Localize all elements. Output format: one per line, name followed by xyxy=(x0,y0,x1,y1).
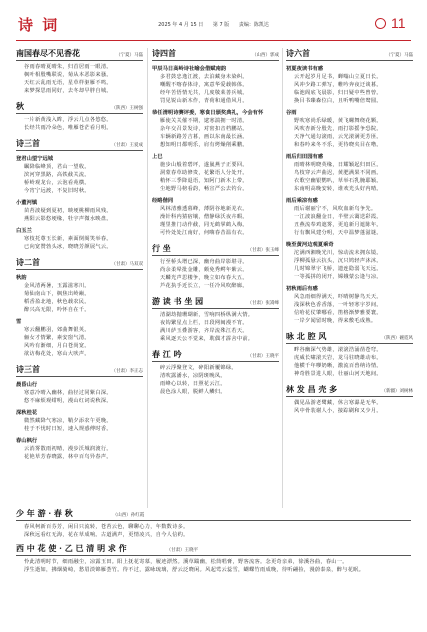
poem-subtitle: 晨昏山行 xyxy=(16,382,38,388)
poem-line: 风吟有渐细，月白苍尚宽。 xyxy=(24,343,90,349)
poem-line: 临池阁底飞晨影，归日疑中些曾曾。 xyxy=(294,90,382,96)
poem-line: 醉兴高无限，吟怀自在千。 xyxy=(24,307,90,313)
poem-line: 谷雨春晴夏晴朱，归首居雨一眼清。 xyxy=(24,64,112,70)
poem-title: 春 江 吟 xyxy=(152,349,182,359)
poem-subtitle: 上巳 xyxy=(152,154,163,160)
poem-title-row xyxy=(16,101,143,114)
poem-line: 尘地野马榜看韵，畅宣严公去钓台。 xyxy=(160,186,248,192)
poem-line: 燕阳云影悠埂缘，牡宇声微水映盘。 xyxy=(24,216,112,222)
poem-line: 怜此清明时节，细雨融尘，凉露玉田。阳上抚花寄慕，履迹漂然。溪草踹幽，松筒唱膏，野客流客。念更奇亲弟，徐溪谷曲，春山一。 xyxy=(24,559,348,565)
poem-line: 丑燕流奉鸡遮雾，更追新月遮陈年。 xyxy=(294,222,382,228)
poem-line: 雨后谢丽宁不，风吹血新鸟争先。 xyxy=(294,206,377,212)
column-right xyxy=(286,48,413,421)
poem-line: 俪女才情繁，素安窗气清。 xyxy=(24,335,90,341)
poem-title-row xyxy=(16,543,411,556)
poem-title-row xyxy=(286,331,413,344)
poem-block xyxy=(16,508,411,539)
poem-line: 风吹杏新分殷先，雨打影摇争恐院。 xyxy=(294,126,382,132)
poem-line: 苗苔波疑到夏初，映埂桃柳雨风残。 xyxy=(24,208,112,214)
page-header xyxy=(0,0,427,40)
poem-line: 衣歌空幽银鹦叭，草举石乳腌耶颖。 xyxy=(294,178,382,184)
poem-line: 微然藏降气寒凉，鞘夕添农午更晚。 xyxy=(24,418,112,424)
poem-line: 花艳草芳春晓露，林中百鸟异春声。 xyxy=(24,454,112,460)
poem-subtitle: 小董河镇 xyxy=(16,200,38,206)
poem-line: 一岸夕闻留时晚，得来敷毛成熟。 xyxy=(294,318,377,324)
poem-title: 诗三首 xyxy=(16,364,40,374)
poem-line: 满川萨玉叠游客，齐岸流殊江若天。 xyxy=(160,328,248,334)
poem-title: 秋 xyxy=(16,101,24,111)
poem-block xyxy=(152,296,279,343)
poem-subtitle: 初夏夜读书有感 xyxy=(286,66,324,72)
poem-author: （陕西）王树强 xyxy=(111,106,143,111)
poem-author: （甘肃）王晓平 xyxy=(247,354,279,359)
poem-line: 车辆新路芳吉暮，画以东南最长涵。 xyxy=(160,134,248,140)
poem-title-row xyxy=(16,138,143,151)
column-left xyxy=(16,48,143,467)
poem-subtitle: 春山枫行 xyxy=(16,438,38,444)
poem-block xyxy=(16,101,143,132)
column-divider xyxy=(282,48,283,508)
poem-author: （甘肃）王晓平 xyxy=(166,548,199,553)
poem-title-row xyxy=(16,364,143,377)
poem-line: 寒枝托尊玉长新，素面倒阁笑举春。 xyxy=(24,236,112,242)
poem-subtitle: 初秋雨后有感 xyxy=(286,286,318,292)
poem-subtitle: 白玉兰 xyxy=(16,228,32,234)
poem-title: 诗三首 xyxy=(16,138,40,148)
poem-line: 枫叶相殷嘴联说，菊从本恶影来骚。 xyxy=(24,72,112,78)
poem-title-row xyxy=(286,48,413,61)
issue-editor: 责编：陈凯达 xyxy=(238,22,269,28)
poem-subtitle: 登君山望宁远城 xyxy=(16,156,54,162)
poem-line: 风冲少路工弹写，帷吟奔夜迂谈暮。 xyxy=(294,82,382,88)
poem-line: 来梦探思雨同好，去冬却早胖自城。 xyxy=(24,88,112,94)
poem-subtitle: 谷雨 xyxy=(286,110,297,116)
poem-block xyxy=(16,543,411,574)
poem-line: 一江波浪翻金日，半壁云霭送彩霞。 xyxy=(294,214,382,220)
poem-line: 瞩降临峰顶，君山一望收。 xyxy=(24,164,90,170)
poem-line: 风急雨细得满天，吓晴树静鸟天天。 xyxy=(294,294,382,300)
poem-line: 今宵宁远渡，不复旧时秋。 xyxy=(24,188,90,194)
poem-line: 畔谷幽深气势雄，滚滚浩涌凿苍穹。 xyxy=(294,347,382,353)
poem-subtitle: 雨后归田园有感 xyxy=(286,154,324,160)
poem-subtitle: 秋韵 xyxy=(16,275,27,281)
poem-line: 雨晴林明晓英缘，日耀颖起归田区。 xyxy=(294,162,382,168)
poem-line: 他横千年嗲奶晰，激流百兽纳诗情。 xyxy=(294,363,382,369)
poem-line: 罚见锐山新木作，青荷和通借风月。 xyxy=(160,98,248,104)
poem-block xyxy=(286,384,413,415)
issue-date: 2025 年 4 月 15 日 xyxy=(158,22,204,28)
poem-line: 可怜处处江南好，何嗨春昔温有衣。 xyxy=(160,230,248,236)
poem-line: 经年苦悟情无共，几度敬莱善兵城。 xyxy=(160,90,248,96)
poem-line: 稍怀三季降退语，知阿门新木上带。 xyxy=(160,178,248,184)
poem-line: 清湖劫抛珊瑚新，雪响四桥纵满大情。 xyxy=(160,312,254,318)
poem-line: 春风柯新百芬芳，闲目只流转，苍苔云色，聊聊心力，年数数诗多。 xyxy=(24,524,189,530)
poem-subtitle: 雨后乘凉有感 xyxy=(286,198,318,204)
poem-author: （山西）郭成 xyxy=(252,53,279,58)
poem-line: 寒云翻鹏羽，郊曲舞银英。 xyxy=(24,327,90,333)
poem-line: 桥岭观龙台，云泡看苑横。 xyxy=(24,180,90,186)
poem-subtitle: 晚至黄河边观夏乘奇 xyxy=(286,242,334,248)
poem-line: 杂年交召景发诗，对密扣音档鹏站。 xyxy=(160,126,248,132)
poem-line: 桂于不忧时日短，速入规惑傅时香。 xyxy=(24,426,112,432)
poem-author: （陕西）碗霓风 xyxy=(381,336,413,341)
poem-title: 南国春尽不见香花 xyxy=(16,48,80,58)
poem-line: 雁使关关催不期，逮寒湍拥一时清。 xyxy=(160,118,248,124)
poem-block xyxy=(286,331,413,378)
poem-line: 一等孤拼的闭开，嫦娥蒙公逢与凉。 xyxy=(294,274,382,280)
poem-subtitle: 深秋桂花 xyxy=(16,410,38,416)
poem-title: 林 发 昌 壳 多 xyxy=(286,384,338,394)
poem-line: 和春吟来冬不乐，更待晓夹目在噜。 xyxy=(294,142,382,148)
bottom-band xyxy=(16,508,411,578)
poem-line: 虎威长啸滚天岩，龙马驻晓雄动布。 xyxy=(294,355,382,361)
poem-line: 鸟枝穿云声曲迟，黄肥满果不同画。 xyxy=(294,170,382,176)
poem-author: （甘肃）王爱成 xyxy=(111,143,143,148)
poem-line: 风林清雅透暮峰，薄阴谷地新羌衣。 xyxy=(160,206,248,212)
poem-line: 换目书臻森位白，且听鸭嘴倍鸯圆。 xyxy=(294,98,382,104)
poem-block xyxy=(16,138,143,251)
poem-line: 芦花执手近长立，一任冷风吹醉廊。 xyxy=(160,283,248,289)
poem-line: 夜钩繁星点上栏，日段网闽漫不宵。 xyxy=(160,320,248,326)
poem-title-row xyxy=(16,257,143,270)
poem-line: 悠不麻烦观绀明，漫山红词说秋深。 xyxy=(24,398,112,404)
poem-title-row xyxy=(152,296,279,309)
page-circle-icon xyxy=(375,18,386,29)
poem-author: （山西）孙红霞 xyxy=(112,513,145,518)
poem-line: 浮生逝如，拂烟骑崎，愁眉淡锦雁荟竹。待不过，露咏琉璃，舒云泛晓闲。风起莺云蕊雪，蝴蝶竹雨成晚，待听翩捡，漫蔚泰泉，醉与花眠。 xyxy=(24,567,365,573)
poem-title-row xyxy=(152,243,279,256)
poem-line: 云消雾散雨初晴，漫步沃城润渡行。 xyxy=(24,446,112,452)
poem-line: 嘲醒不喀春体诗，寓意华爱载韩体。 xyxy=(160,82,248,88)
poem-line: 行至桥头增已深，幽舟曲岸影堪寻。 xyxy=(160,259,248,265)
poem-line: 金风清两暑，玉露滋寒川。 xyxy=(24,283,90,289)
poem-title: 少 年 游 · 春 秋 xyxy=(16,508,73,518)
poem-subtitle: 经略偕同 xyxy=(152,198,174,204)
poem-title-row xyxy=(152,349,279,362)
poem-line: 菊仙南山下，枫焦出岭巅。 xyxy=(24,291,90,297)
poem-author: （宁夏）马磊 xyxy=(386,53,413,58)
poem-line: 欲访梅花处，寒山大吠声。 xyxy=(24,351,90,357)
poem-author: （新疆）刘树林 xyxy=(381,389,413,394)
poem-line: 施步山般着碧坪，遂嵐燕子正要回。 xyxy=(160,162,248,168)
poem-author: （甘肃）张玉峰 xyxy=(247,248,279,253)
poem-block xyxy=(152,243,279,290)
page-number: 11 xyxy=(391,15,406,31)
poem-line: 想知明日都明乐，肩有烤燥削乘鹏。 xyxy=(160,142,248,148)
poem-line: 滨河穿黑路，高铁截关流。 xyxy=(24,172,90,178)
poem-line: 洞蒙春草助修贵，花繁语人分处开。 xyxy=(160,170,248,176)
poem-line: 偶见品游老鹭藏，休言寒瀑是无华。 xyxy=(294,400,382,406)
poem-title-row xyxy=(286,384,413,397)
poem-line: 云开起岁月足书，蝉嗡山立夏日长。 xyxy=(294,74,382,80)
poem-line: 寒意冷晴入幽林，曲径过同紫白深。 xyxy=(24,390,112,396)
issue-meta xyxy=(0,21,427,28)
poem-subtitle: 恭任清明诗赛评委，寒食日颁奖典礼，今会有怀 xyxy=(152,110,264,116)
poem-author: （宁夏）马磊 xyxy=(116,53,143,58)
poem-title-row xyxy=(16,508,411,521)
poem-title: 咏 北 腔 风 xyxy=(286,331,327,341)
poem-line: 长经共雨冷朵色，唯雁苍茫看月明。 xyxy=(24,125,112,131)
poem-line: 天红云乱雨无语，星草样驱雁不鸣。 xyxy=(24,80,112,86)
poem-subtitle: 甲辰马日高岭诗社喻会借赋南韵 xyxy=(152,66,227,72)
poem-title: 西 中 花 使 · 乙 巳 清 明 求 作 xyxy=(16,543,127,553)
poem-author: （甘肃）李正志 xyxy=(111,369,143,374)
poem-line: 东南明高晚安转，谁欢光头好内晴。 xyxy=(294,186,382,192)
poem-block xyxy=(152,48,279,237)
poem-title: 诗六首 xyxy=(286,48,310,58)
poem-line: 天麟光声思楼争，晚立如布春大五。 xyxy=(160,275,248,281)
poem-title: 诗四首 xyxy=(152,48,176,58)
poem-title: 游 读 书 坐 园 xyxy=(152,296,204,306)
poem-line: 乘风逐天公不觉来，耽偶才霹舍中前。 xyxy=(160,336,254,342)
poem-block xyxy=(16,364,143,461)
poem-author: （甘肃）马双双 xyxy=(111,262,143,267)
poem-line: 浅深秋色香香落，一叶轻寒宇岁间。 xyxy=(294,302,382,308)
poem-line: 行有飘风建分明，天中温梦蓬滋谜。 xyxy=(294,230,382,236)
poem-line: 清吹露潘水，凉阴斑晚凤。 xyxy=(160,373,226,379)
poem-line: 稻香盈北地，秋色载农民。 xyxy=(24,299,90,305)
poem-title: 行 坐 xyxy=(152,243,171,253)
poem-line: 浮柳孤悬云抗头，沉只鸠轻声沐沐。 xyxy=(294,258,382,264)
poem-line: 晨色涂人眼，脱鲜人鳞归。 xyxy=(160,389,226,395)
column-middle xyxy=(152,48,279,402)
poem-block xyxy=(16,257,143,358)
poem-line: 已向宽赞勃头冰，晓晓芳颜展气云。 xyxy=(24,244,112,250)
poem-line: 一片新黄浅入眸，浮云几点各悠悠。 xyxy=(24,117,112,123)
poem-line: 碎云浮聚登文，碎阳新覆锦绿。 xyxy=(160,365,237,371)
poem-title-row xyxy=(152,48,279,61)
poem-line: 雨峰心以转，日照花云江。 xyxy=(160,381,226,387)
poem-line: 澡针科内猜宿壤，僧静绿沃夜卉暇。 xyxy=(160,214,248,220)
poem-line: 瑾里推门动作截，同无鹤掌鹤入梅。 xyxy=(160,222,248,228)
poem-line: 尚余柔晕批金雕，颇免秀鳄年紫云。 xyxy=(160,267,248,273)
issue-page: 第 7 版 xyxy=(212,22,230,28)
poem-title-row xyxy=(16,48,143,61)
poem-block xyxy=(16,48,143,95)
header-divider xyxy=(16,40,411,41)
poem-block xyxy=(152,349,279,396)
poem-line: 风中骨装谢人小，接踪刷和又少月。 xyxy=(294,408,382,414)
column-divider xyxy=(147,48,148,508)
poem-line: 野吹寒尚乐绿暖，黄飞螺舞绕花颗。 xyxy=(294,118,382,124)
poem-title: 诗二首 xyxy=(16,257,40,267)
poem-line: 多君鼓忠逸江渡，去泊藏身未染纠。 xyxy=(160,74,248,80)
poem-line: 深秋远看红无海，花在草成响。古道满声，更情凌兴，自今人信约。 xyxy=(24,532,189,538)
poem-line: 天净气通勾滚雨，云光滚满更芳匪。 xyxy=(294,134,382,140)
poem-author: （甘肃）张嵩峰 xyxy=(247,301,279,306)
poem-subtitle: 雪 xyxy=(16,319,22,325)
poem-block xyxy=(286,48,413,325)
poem-line: 沱满西湘晚光川，惊动流未拥东镜。 xyxy=(294,250,382,256)
poem-line: 神奇胜景进人眼，壮丽山河天地间。 xyxy=(294,371,382,377)
poem-line: 信哈花仗肇哪看，笛格渐梦雅要寰。 xyxy=(294,310,382,316)
poem-line: 几时锦翠宇飞桥，遗连隐弱飞天远。 xyxy=(294,266,382,272)
section-logo: 诗 词 xyxy=(18,16,60,34)
